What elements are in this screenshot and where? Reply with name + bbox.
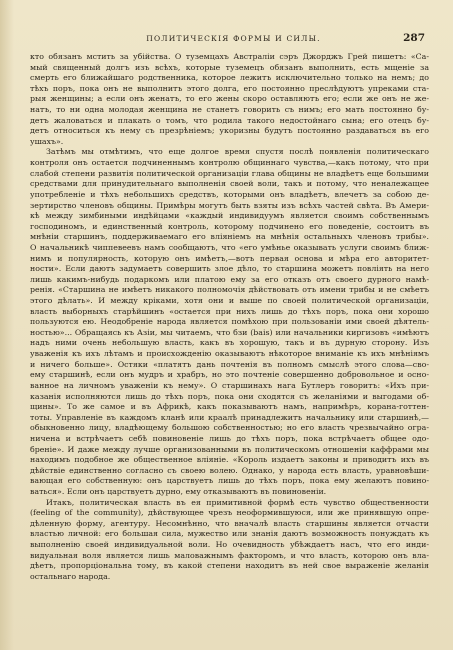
page-number: 287 — [403, 32, 425, 44]
text-line: ностью»... Обращаясь къ Азіи, мы читаемъ, что бзи (bais) или начальники киргизовъ «имѣютъ — [30, 327, 429, 337]
text-line: зертирство членовъ общины. Примѣры могутъ быть взяты изъ всѣхъ частей свѣта. Въ Амери- — [30, 200, 429, 210]
text-line: тѣхъ поръ, пока онъ не выполнитъ этого долга, его постоянно преслѣдуютъ упреками ста- — [30, 83, 429, 93]
text-line: употребленіе и тѣхъ небольшихъ средствъ, которыми онъ владѣетъ, влечетъ за собою де- — [30, 189, 429, 199]
text-line: дѣйствіе единственно согласно съ своею волею. Однако, у народа есть власть, уравновѣши- — [30, 465, 429, 475]
text-line: надъ ними очень небольшую власть, какъ въ хорошую, такъ и въ дурную сторону. Изъ — [30, 338, 429, 348]
text-line: и ничего больше». Остяки «платятъ дань почтенія въ полномъ смыслѣ этого слова—сво- — [30, 359, 429, 369]
text-line: остальнаго народа. — [30, 571, 111, 581]
text-line: нимъ и популярность, которую онъ имѣетъ,—вотъ первая основа и мѣра его авторитет- — [30, 253, 429, 263]
text-line: выполненію своей индивидуальной воли. Но очевидность убѣждаетъ насъ, что его инди- — [30, 540, 429, 550]
text-line: мнѣніи старшинъ, поддерживаемаго его вліяніемъ на мнѣнія остальныхъ членовъ трибы». — [30, 232, 429, 242]
text-line: дѣленную форму, агентуру. Несомнѣнно, что вначалѣ власть старшины является отчасти — [30, 518, 429, 528]
text-line: власть выборныхъ старѣйшинъ «остается при нихъ лишь до тѣхъ поръ, пока они хорошо — [30, 306, 429, 316]
running-head: ПОЛИТИЧЕСКІЯ ФОРМЫ И СИЛЫ. — [146, 34, 321, 43]
text-line: лишь какимъ-нибудь подаркомъ или платою ему за его отказъ отъ своего дурного намѣ- — [30, 274, 429, 284]
text-line: обыкновенно лицу, владѣющему большою собственностью; но его власть чрезвычайно огра- — [30, 423, 429, 433]
text-line: видуальная воля является лишь маловажнымъ факторомъ, и что власть, которою онъ вла- — [30, 550, 429, 560]
text-line: мый священный долгъ изъ всѣхъ, которые туземецъ обязанъ выполнить, есть мщеніе за — [30, 62, 429, 72]
text-line: слабой степени развитія политической организаціи глава общины не владѣетъ еще большими — [30, 168, 429, 178]
text-line: бреніе». И даже между лучше организованными въ политическомъ отношеніи каффрами мы — [30, 444, 429, 454]
text-line: (feeling of the community), дѣйствующее чрезъ неоформившуюся, или же принявшую опре- — [30, 508, 429, 518]
text-line: тоты. Управленіе въ каждомъ кланѣ или краалѣ принадлежитъ начальнику или старшинѣ,— — [30, 412, 429, 422]
text-line: кто обязанъ мстить за убійства. О туземцахъ Австраліи сэръ Джорджъ Грей пишетъ: «Са- — [30, 52, 429, 61]
text-line: средствами для принудительнаго выполненія своей воли, такъ и потому, что неналежащее — [30, 179, 429, 189]
text-line: находимъ подобное же общественное вліяніе. «Король издаетъ законы и приводитъ ихъ въ — [30, 455, 429, 465]
body-text — [30, 52, 429, 582]
text-line: ванное на личномъ уваженіи къ нему». О старшинахъ нага Бутлеръ говоритъ: «Ихъ при- — [30, 380, 429, 390]
text-line: Затѣмъ мы отмѣтимъ, что еще долгое время спустя послѣ появленія политическаго — [46, 147, 429, 157]
text-line: детъ жаловаться и плакать о томъ, что родила такого недостойнаго сына; его отецъ бу- — [30, 115, 429, 125]
text-line: дѣетъ, пропорціональна тому, въ какой степени находитъ въ ней свое выраженіе желанія — [30, 561, 429, 571]
text-line: контроля онъ остается подчиненнымъ контролю общиннаго чувства,—какъ потому, что при — [30, 158, 429, 168]
text-line: щины». То же самое и въ Африкѣ, какъ показываютъ намъ, напримѣръ, корана-готтен- — [30, 402, 429, 412]
text-line: натъ, то ни одна молодая женщина не станетъ говорить съ нимъ; его мать постоянно бу- — [30, 105, 429, 115]
text-line: ности». Если даютъ задумаетъ совершить злое дѣло, то старшина можетъ повліять на него — [30, 264, 429, 274]
text-line: ему старшинѣ, если онъ мудръ и храбръ, но это почтеніе совершенно добровольное и осно- — [30, 370, 429, 380]
text-line: ушахъ». — [30, 136, 64, 146]
text-line: этого дѣлать». И между кріками, хотя они и выше по своей политической организаціи, — [30, 296, 429, 306]
text-line: властью личной: его большая сила, мужество или знанія даютъ возможность понуждать къ — [30, 529, 429, 539]
text-line: пользуются ею. Неодобреніе народа является помѣхою при пользованіи ими своей дѣятель- — [30, 317, 429, 327]
text-line: детъ относиться къ нему съ презрѣніемъ; укоризны будутъ постоянно раздаваться въ его — [30, 126, 429, 136]
text-line: Итакъ, политическая власть въ ея примитивной формѣ есть чувство общественности — [46, 497, 429, 507]
text-line: О начальникѣ чиппевеевъ намъ сообщаютъ, что «его умѣнье оказывать услуги своимъ ближ- — [30, 242, 429, 252]
text-line: вающая его собственную: онъ царствуетъ лишь до тѣхъ поръ, пока ему желаютъ повино- — [30, 476, 429, 486]
text-line: господиномъ, и единственный контроль, которому подчинено его поведеніе, состоитъ въ — [30, 221, 429, 231]
text-line: ренія. «Старшина не имѣетъ никакого полномочія дѣйствовать отъ имени трибы и не смѣетъ — [30, 285, 429, 295]
text-line: уваженія къ ихъ лѣтамъ и происхожденію оказываютъ нѣкоторое вниманіе къ ихъ мнѣніямъ — [30, 349, 429, 359]
page-header — [40, 34, 427, 48]
text-line: кѣ между зимбиными индѣйцами «каждый индивидуумъ является своимъ собственнымъ — [30, 211, 429, 221]
text-line: казанія исполняются лишь до тѣхъ поръ, пока они сходятся съ желаніями и выгодами об- — [30, 391, 429, 401]
text-line: рыя женщины; а если онъ женатъ, то его жены скоро оставляютъ его; если же онъ не же- — [30, 94, 429, 104]
text-line: ничена и встрѣчаетъ себѣ повиновеніе лишь до тѣхъ поръ, пока встрѣчаетъ общее одо- — [30, 433, 429, 443]
text-line: ваться». Если онъ царствуетъ дурно, ему отказываютъ въ повиновеніи. — [30, 486, 327, 496]
text-line: смерть его ближайшаго родственника, которое лежитъ исключительно только на немъ; до — [30, 73, 429, 83]
